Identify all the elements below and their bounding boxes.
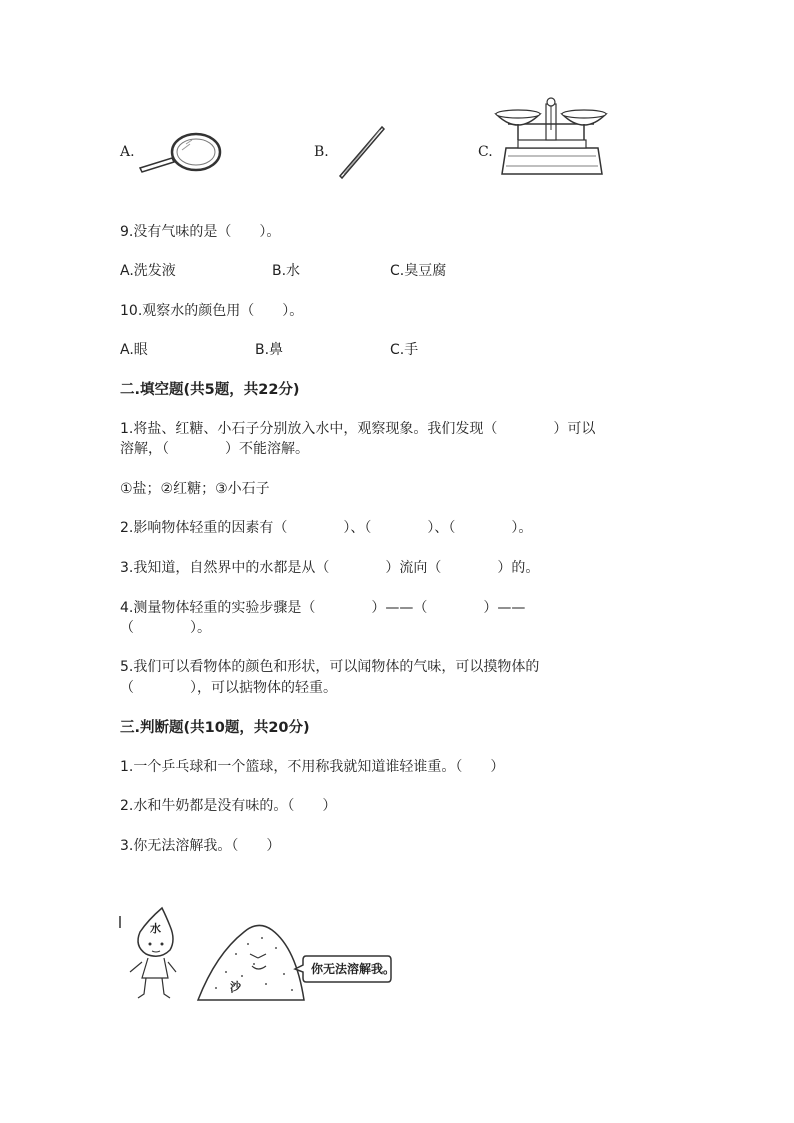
sand-pile-character <box>196 914 306 1004</box>
s2-q5-line1: 5.我们可以看物体的颜色和形状，可以闻物体的气味，可以摸物体的 <box>120 659 540 675</box>
s2-q1-options: ①盐；②红糖；③小石子 <box>120 481 270 497</box>
sand-label: 沙 <box>230 980 241 993</box>
s3-q3: 3.你无法溶解我。（ ） <box>120 838 281 854</box>
section3-title: 三.判断题(共10题，共20分) <box>120 720 310 736</box>
q8-option-b-label: B. <box>314 144 329 160</box>
q8-option-a-label: A. <box>120 144 135 160</box>
water-label: 水 <box>150 922 161 935</box>
s2-q5-line2: （ ），可以掂物体的轻重。 <box>120 680 337 696</box>
magnifying-glass-icon <box>136 128 226 178</box>
q9-option-c: C.臭豆腐 <box>390 263 447 279</box>
balance-scale-icon <box>492 96 612 180</box>
s2-q1-line2: 溶解，（ ）不能溶解。 <box>120 441 309 457</box>
q10-question: 10.观察水的颜色用（ ）。 <box>120 303 304 319</box>
s2-q2: 2.影响物体轻重的因素有（ ）、（ ）、（ ）。 <box>120 520 533 536</box>
q8-option-c-label: C. <box>478 144 493 160</box>
s2-q1-line1: 1.将盐、红糖、小石子分别放入水中，观察现象。我们发现（ ）可以 <box>120 421 596 437</box>
q9-option-b: B.水 <box>272 263 301 279</box>
q9-question: 9.没有气味的是（ ）。 <box>120 224 281 240</box>
s2-q4-line2: （ ）。 <box>120 620 211 636</box>
s3-q2: 2.水和牛奶都是没有味的。（ ） <box>120 798 337 814</box>
speech-text: 你无法溶解我。 <box>311 962 396 976</box>
s2-q4-line1: 4.测量物体轻重的实验步骤是（ ）——（ ）—— <box>120 600 526 616</box>
q10-option-c: C.手 <box>390 342 419 358</box>
section2-title: 二.填空题(共5题，共22分) <box>120 382 300 398</box>
q10-option-a: A.眼 <box>120 342 148 358</box>
s2-q3: 3.我知道，自然界中的水都是从（ ）流向（ ）的。 <box>120 560 540 576</box>
q10-option-b: B.鼻 <box>255 342 284 358</box>
glass-rod-icon <box>336 124 386 180</box>
q9-option-a: A.洗发液 <box>120 263 176 279</box>
s3-q1: 1.一个乒乓球和一个篮球，不用称我就知道谁轻谁重。（ ） <box>120 759 505 775</box>
